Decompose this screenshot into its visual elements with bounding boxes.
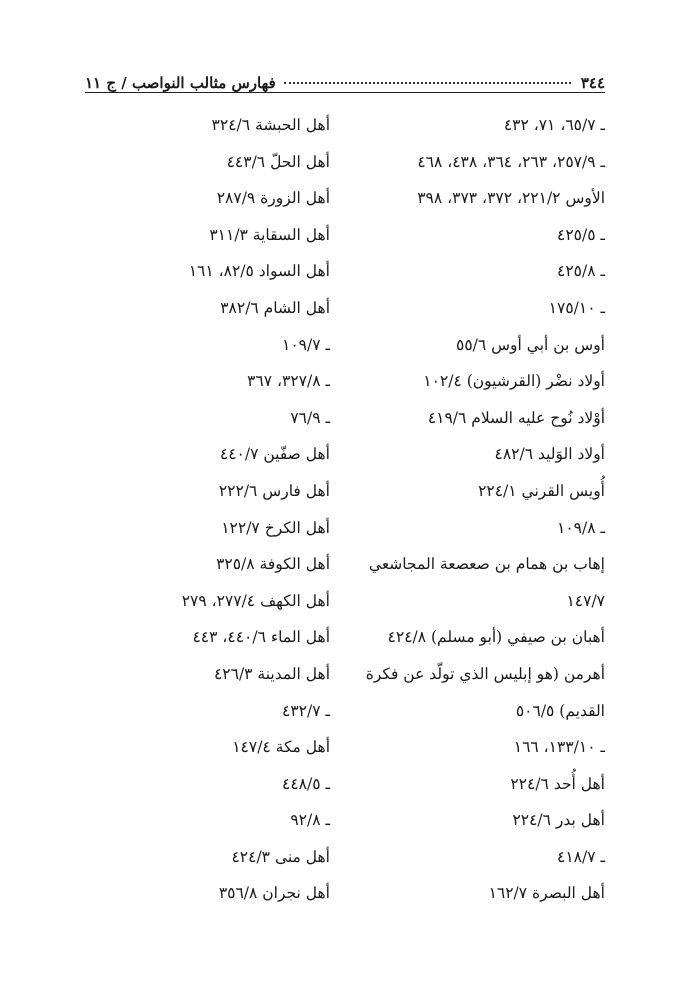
running-header	[85, 60, 605, 93]
index-entry: ـ ٤٣٢/٧	[282, 701, 330, 720]
index-column-right	[305, 107, 605, 912]
index-entry: ١٤٧/٧	[566, 591, 605, 610]
index-entry: ـ ٤١٨/٧	[557, 847, 605, 866]
index-entry: أهل البصرة ١٦٢/٧	[488, 884, 605, 903]
index-entry: أهل مكة ١٤٧/٤	[232, 738, 330, 757]
index-entry: أهل أُحد ٢٢٤/٦	[510, 774, 605, 793]
index-entry: أهل الكوفة ٣٢٥/٨	[216, 555, 330, 574]
index-entry: أولاد الوَليد ٤٨٢/٦	[494, 445, 605, 464]
index-entry: أُويس القرني ٢٢٤/١	[478, 481, 605, 500]
index-entry: أهل بدر ٢٢٤/٦	[512, 811, 605, 830]
index-entry: ـ ٣٢٧/٨، ٣٦٧	[247, 372, 330, 391]
index-entry: ـ ١٠٩/٧	[282, 335, 330, 354]
leader-dots	[284, 82, 571, 84]
index-entry: أوس بن أبي أوس ٥٥/٦	[456, 335, 605, 354]
index-entry: أهل الماء ٤٤٠/٦، ٤٤٣	[192, 628, 330, 647]
index-entry: أهل فارس ٢٢٢/٦	[218, 481, 330, 500]
index-entry: القديم) ٥٠٦/٥	[515, 701, 605, 720]
index-entry: ـ ٤٢٥/٥	[557, 225, 605, 244]
index-entry: أهل نجران ٣٥٦/٨	[218, 884, 330, 903]
index-entry: ـ ٧٦/٩	[290, 408, 330, 427]
index-entry: ـ ٤٢٥/٨	[557, 262, 605, 281]
index-entry: أهل الحبشة ٣٢٤/٦	[211, 116, 330, 134]
index-entry: أهل الشام ٣٨٢/٦	[220, 298, 330, 317]
index-entry: ـ ٢٥٧/٩، ٢٦٣، ٣٦٤، ٤٣٨، ٤٦٨	[417, 152, 605, 171]
index-entry: أهل السواد ٨٢/٥، ١٦١	[188, 262, 330, 281]
index-entry: إهاب بن همام بن صعصعة المجاشعي	[368, 555, 605, 574]
index-entry: ـ ٦٥/٧، ٧١، ٤٣٢	[503, 116, 605, 134]
index-entry: ـ ١٠٩/٨	[557, 518, 605, 537]
index-entry: ـ ٩٢/٨	[290, 811, 330, 830]
index-entry: أهبان بن صيفي (أبو مسلم) ٤٢٤/٨	[387, 628, 605, 647]
index-entry: أهل السقاية ٣١١/٣	[209, 225, 330, 244]
index-entry: أهل المدينة ٤٢٦/٣	[213, 664, 330, 683]
index-entry: أهل الحلّ ٤٤٣/٦	[226, 152, 330, 171]
running-title: فهارس مثالب النواصب / ج ١١	[85, 74, 276, 92]
index-entry: ـ ٤٤٨/٥	[282, 774, 330, 793]
index-entry: أهل الكهف ٢٧٧/٤، ٢٧٩	[181, 591, 330, 610]
index-entry: أولاد نضْر (القرشيون) ١٠٢/٤	[423, 372, 605, 391]
index-entry: أوْلاد نُوح عليه السلام ٤١٩/٦	[427, 408, 605, 427]
index-entry: ـ ١٣٣/١٠، ١٦٦	[513, 738, 605, 757]
index-column-left	[80, 107, 330, 912]
page-number: ٣٤٤	[580, 74, 605, 92]
index-entry: أهل منى ٤٢٤/٣	[231, 847, 330, 866]
index-entry: أهل الكرخ ١٢٢/٧	[221, 518, 330, 537]
index-entry: الأوس ٢٢١/٢، ٣٧٢، ٣٧٣، ٣٩٨	[417, 189, 605, 208]
index-entry: أهل الزورة ٢٨٧/٩	[216, 189, 330, 208]
index-entry: ـ ١٧٥/١٠	[548, 298, 605, 317]
index-entry: أهل صفّين ٤٤٠/٧	[219, 445, 330, 464]
index-entry: أهرمن (هو إبليس الذي تولّد عن فكرة	[365, 664, 605, 683]
